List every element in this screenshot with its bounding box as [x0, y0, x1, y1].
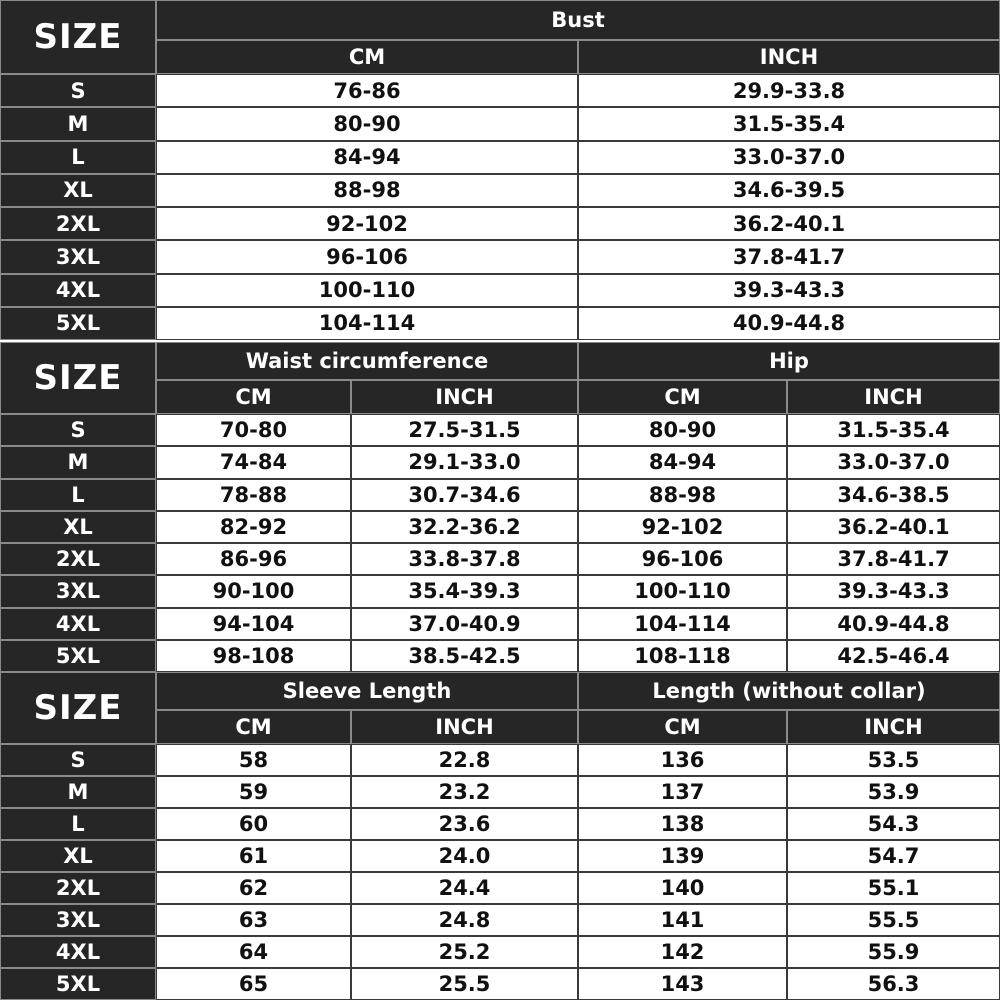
bust-inch-value: 36.2-40.1 — [578, 207, 1000, 240]
size-label: M — [0, 107, 156, 140]
sleeve-inch-value: 25.5 — [351, 968, 578, 1000]
size-label: M — [0, 446, 156, 478]
length-inch-value: 54.3 — [787, 808, 1000, 840]
length-inch-value: 53.5 — [787, 744, 1000, 776]
size-label: 2XL — [0, 543, 156, 575]
hip-header: Hip — [578, 342, 1000, 380]
sleeve-inch-value: 23.6 — [351, 808, 578, 840]
size-label: 4XL — [0, 936, 156, 968]
bust-cm-value: 104-114 — [156, 307, 578, 340]
waist-cm-value: 82-92 — [156, 511, 351, 543]
sleeve-inch-header: INCH — [351, 710, 578, 744]
waist-inch-value: 30.7-34.6 — [351, 479, 578, 511]
size-label: 5XL — [0, 640, 156, 672]
hip-inch-value: 31.5-35.4 — [787, 414, 1000, 446]
bust-inch-value: 34.6-39.5 — [578, 174, 1000, 207]
hip-inch-value: 40.9-44.8 — [787, 608, 1000, 640]
length-inch-value: 54.7 — [787, 840, 1000, 872]
bust-inch-value: 40.9-44.8 — [578, 307, 1000, 340]
size-label: 3XL — [0, 904, 156, 936]
sleeve-length-header: Sleeve Length — [156, 672, 578, 710]
waist-cm-header: CM — [156, 380, 351, 414]
bust-cm-value: 88-98 — [156, 174, 578, 207]
size-label: 5XL — [0, 968, 156, 1000]
size-label: 4XL — [0, 274, 156, 307]
bust-cm-value: 96-106 — [156, 240, 578, 273]
sleeve-cm-value: 58 — [156, 744, 351, 776]
size-label: S — [0, 744, 156, 776]
bust-cm-header: CM — [156, 40, 578, 74]
sleeve-cm-header: CM — [156, 710, 351, 744]
waist-cm-value: 98-108 — [156, 640, 351, 672]
waist-inch-value: 33.8-37.8 — [351, 543, 578, 575]
waist-inch-value: 37.0-40.9 — [351, 608, 578, 640]
size-label: L — [0, 479, 156, 511]
hip-cm-value: 84-94 — [578, 446, 787, 478]
length-inch-value: 55.5 — [787, 904, 1000, 936]
hip-inch-value: 37.8-41.7 — [787, 543, 1000, 575]
length-cm-value: 136 — [578, 744, 787, 776]
hip-cm-value: 88-98 — [578, 479, 787, 511]
length-cm-value: 137 — [578, 776, 787, 808]
sleeve-cm-value: 65 — [156, 968, 351, 1000]
size-label: L — [0, 808, 156, 840]
size-label: XL — [0, 511, 156, 543]
size-label: 3XL — [0, 240, 156, 273]
sleeve-inch-value: 22.8 — [351, 744, 578, 776]
waist-header: Waist circumference — [156, 342, 578, 380]
sleeve-cm-value: 64 — [156, 936, 351, 968]
length-inch-value: 55.1 — [787, 872, 1000, 904]
sleeve-inch-value: 25.2 — [351, 936, 578, 968]
length-cm-value: 139 — [578, 840, 787, 872]
hip-inch-value: 42.5-46.4 — [787, 640, 1000, 672]
sleeve-inch-value: 24.8 — [351, 904, 578, 936]
length-inch-header: INCH — [787, 710, 1000, 744]
sleeve-cm-value: 63 — [156, 904, 351, 936]
bust-inch-value: 39.3-43.3 — [578, 274, 1000, 307]
hip-cm-value: 104-114 — [578, 608, 787, 640]
bust-inch-header: INCH — [578, 40, 1000, 74]
size-header: SIZE — [0, 672, 156, 744]
size-label: XL — [0, 174, 156, 207]
waist-cm-value: 70-80 — [156, 414, 351, 446]
length-cm-value: 142 — [578, 936, 787, 968]
length-header: Length (without collar) — [578, 672, 1000, 710]
waist-cm-value: 90-100 — [156, 575, 351, 607]
bust-cm-value: 76-86 — [156, 74, 578, 107]
sleeve-cm-value: 59 — [156, 776, 351, 808]
length-cm-value: 143 — [578, 968, 787, 1000]
bust-cm-value: 100-110 — [156, 274, 578, 307]
waist-cm-value: 94-104 — [156, 608, 351, 640]
waist-cm-value: 78-88 — [156, 479, 351, 511]
waist-cm-value: 74-84 — [156, 446, 351, 478]
hip-inch-value: 39.3-43.3 — [787, 575, 1000, 607]
waist-inch-value: 32.2-36.2 — [351, 511, 578, 543]
bust-inch-value: 29.9-33.8 — [578, 74, 1000, 107]
waist-inch-header: INCH — [351, 380, 578, 414]
bust-inch-value: 31.5-35.4 — [578, 107, 1000, 140]
sleeve-inch-value: 23.2 — [351, 776, 578, 808]
sleeve-inch-value: 24.4 — [351, 872, 578, 904]
hip-inch-header: INCH — [787, 380, 1000, 414]
length-cm-value: 140 — [578, 872, 787, 904]
waist-inch-value: 38.5-42.5 — [351, 640, 578, 672]
hip-cm-value: 108-118 — [578, 640, 787, 672]
hip-inch-value: 36.2-40.1 — [787, 511, 1000, 543]
waist-inch-value: 29.1-33.0 — [351, 446, 578, 478]
bust-inch-value: 33.0-37.0 — [578, 141, 1000, 174]
bust-inch-value: 37.8-41.7 — [578, 240, 1000, 273]
bust-cm-value: 80-90 — [156, 107, 578, 140]
length-inch-value: 53.9 — [787, 776, 1000, 808]
size-label: 2XL — [0, 872, 156, 904]
length-inch-value: 55.9 — [787, 936, 1000, 968]
length-inch-value: 56.3 — [787, 968, 1000, 1000]
hip-inch-value: 34.6-38.5 — [787, 479, 1000, 511]
sleeve-cm-value: 61 — [156, 840, 351, 872]
bust-cm-value: 92-102 — [156, 207, 578, 240]
length-cm-value: 141 — [578, 904, 787, 936]
length-cm-header: CM — [578, 710, 787, 744]
length-cm-value: 138 — [578, 808, 787, 840]
size-label: S — [0, 414, 156, 446]
size-label: 4XL — [0, 608, 156, 640]
size-header: SIZE — [0, 342, 156, 414]
hip-cm-value: 92-102 — [578, 511, 787, 543]
size-label: 2XL — [0, 207, 156, 240]
hip-cm-value: 80-90 — [578, 414, 787, 446]
size-label: L — [0, 141, 156, 174]
waist-inch-value: 35.4-39.3 — [351, 575, 578, 607]
bust-cm-value: 84-94 — [156, 141, 578, 174]
hip-inch-value: 33.0-37.0 — [787, 446, 1000, 478]
waist-inch-value: 27.5-31.5 — [351, 414, 578, 446]
hip-cm-value: 96-106 — [578, 543, 787, 575]
hip-cm-header: CM — [578, 380, 787, 414]
waist-cm-value: 86-96 — [156, 543, 351, 575]
hip-cm-value: 100-110 — [578, 575, 787, 607]
size-header: SIZE — [0, 0, 156, 74]
size-label: 3XL — [0, 575, 156, 607]
bust-header: Bust — [156, 0, 1000, 40]
sleeve-cm-value: 62 — [156, 872, 351, 904]
size-label: M — [0, 776, 156, 808]
size-label: XL — [0, 840, 156, 872]
size-label: S — [0, 74, 156, 107]
size-label: 5XL — [0, 307, 156, 340]
sleeve-inch-value: 24.0 — [351, 840, 578, 872]
sleeve-cm-value: 60 — [156, 808, 351, 840]
